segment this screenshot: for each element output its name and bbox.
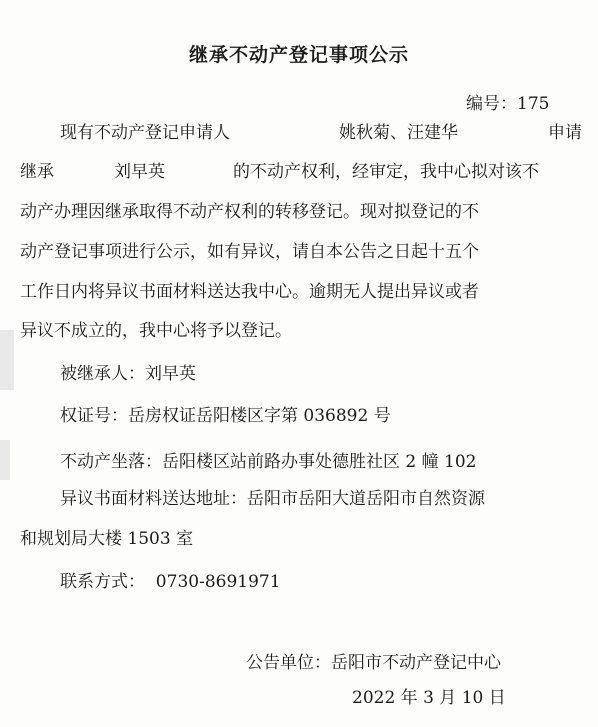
serial-number: 编号：175 — [466, 94, 550, 114]
intro-line-1-tail: 申请 — [548, 123, 582, 143]
issuer: 公告单位：岳阳市不动产登记中心 — [246, 653, 501, 673]
address-field-line-1: 异议书面材料送达地址：岳阳市岳阳大道岳阳市自然资源 — [60, 489, 485, 509]
intro-line-2-tail: 的不动产权利，经审定，我中心拟对该不 — [233, 162, 539, 182]
intro-line-6: 异议不成立的，我中心将予以登记。 — [20, 321, 292, 341]
scan-artifact — [0, 440, 10, 480]
intro-line-3: 动产办理因继承取得不动产权利的转移登记。现对拟登记的不 — [20, 202, 479, 222]
scan-artifact — [0, 330, 14, 390]
intro-line-4: 动产登记事项进行公示，如有异议，请自本公告之日起十五个 — [20, 242, 479, 262]
contact-field: 联系方式： 0730-8691971 — [60, 572, 281, 592]
certificate-field: 权证号：岳房权证岳阳楼区字第 036892 号 — [60, 406, 391, 426]
notice-title: 继承不动产登记事项公示 — [188, 44, 409, 66]
intro-lead: 现有不动产登记申请人 — [60, 123, 230, 143]
issue-date: 2022 年 3 月 10 日 — [352, 688, 506, 708]
address-field-line-2: 和规划局大楼 1503 室 — [20, 529, 194, 549]
decedent-inline: 刘早英 — [114, 162, 165, 182]
intro-line-1 — [60, 121, 230, 145]
decedent-field: 被继承人：刘早英 — [60, 364, 196, 384]
applicant-names: 姚秋菊、汪建华 — [339, 123, 458, 143]
location-field: 不动产坐落：岳阳楼区站前路办事处德胜社区 2 幢 102 — [60, 452, 477, 472]
intro-line-2-lead: 继承 — [20, 162, 54, 182]
intro-line-5: 工作日内将异议书面材料送达我中心。逾期无人提出异议或者 — [20, 282, 479, 302]
